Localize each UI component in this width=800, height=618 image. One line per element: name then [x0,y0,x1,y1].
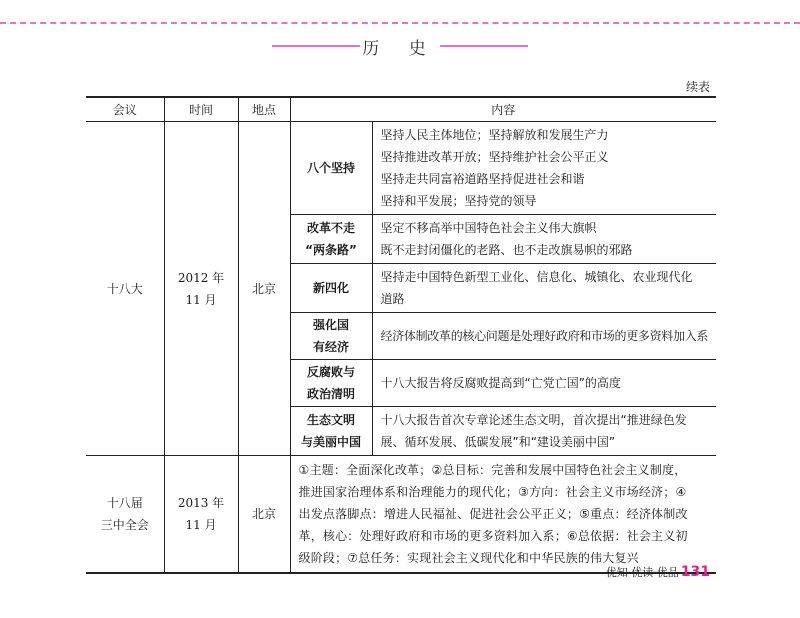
footer-slogan: 优知·优读·优品 [605,566,679,579]
header-meeting: 会议 [86,97,164,122]
header-place: 地点 [238,97,290,122]
sub-topic-content [372,264,716,313]
place-cell-18th: 北京 [238,122,290,456]
place-cell-3rd-plenum: 北京 [238,456,290,573]
header-content: 内容 [290,97,716,122]
content-line: 级阶段；⑦总任务：实现社会主义现代化和中华民族的伟大复兴 [298,550,639,565]
time-cell-18th [164,122,238,456]
content-line: 出发点落脚点：增进人民福祉、促进社会公平正义；⑤重点：经济体制改 [298,506,688,521]
content-line: 推进国家治理体系和治理能力的现代化；③方向：社会主义市场经济；④ [298,484,687,499]
continued-label: 续表 [685,80,710,94]
sub-topic-line: 反腐败与 [306,365,355,379]
header-time: 时间 [164,97,238,122]
page-number: 131 [680,564,710,580]
sub-topic-line: 强化国 [312,318,349,332]
sub-topic-line: 新四化 [312,281,349,295]
time-month: 11 月 [185,292,217,307]
top-dashed-border [0,22,800,24]
content-line: 坚定不移高举中国特色社会主义伟大旗帜 [380,221,597,235]
header-rule-right [440,45,528,47]
sub-topic-line: 政治清明 [306,387,355,401]
meeting-cell-3rd-plenum [86,456,164,573]
sub-topic-line: 生态文明 [306,413,355,427]
sub-topic-title [290,313,372,360]
time-year: 2013 年 [177,495,225,510]
content-line: 展、循环发展、低碳发展”和“建设美丽中国” [380,435,616,449]
sub-topic-line: “两条路” [305,243,357,257]
plenum-content [290,456,716,573]
sub-topic-line: 与美丽中国 [300,435,361,449]
table-header-row [86,97,716,122]
meeting-cell-18th: 十八大 [86,122,164,456]
sub-topic-line: 八个坚持 [306,161,355,175]
content-line: ①主题：全面深化改革；②总目标：完善和发展中国特色社会主义制度， [298,462,687,477]
content-line: 坚持走中国特色新型工业化、信息化、城镇化、农业现代化 [380,270,693,284]
sub-topic-content [372,122,716,215]
content-line: 坚持走共同富裕道路坚持促进社会和谐 [380,172,585,186]
time-cell-3rd-plenum [164,456,238,573]
sub-topic-content [372,215,716,264]
time-month: 11 月 [185,517,217,532]
meetings-table [86,96,716,574]
meeting-line: 十八届 [106,495,143,510]
content-line: 革，核心：处理好政府和市场的更多资料加入系；⑥总依据：社会主义初 [298,528,688,543]
sub-topic-title [290,264,372,313]
sub-topic-line: 有经济 [312,340,349,354]
meeting-line: 三中全会 [100,517,149,532]
content-line: 十八大报告首次专章论述生态文明，首次提出“推进绿色发 [380,413,687,427]
table-row [86,122,716,215]
content-line: 坚持推进改革开放；坚持维护社会公平正义 [380,150,609,164]
content-line: 既不走封闭僵化的老路、也不走改旗易帜的邪路 [380,243,633,257]
sub-topic-title [290,407,372,456]
sub-topic-content [372,313,716,360]
sub-topic-title [290,122,372,215]
content-line: 坚持人民主体地位；坚持解放和发展生产力 [380,128,609,142]
sub-topic-title [290,215,372,264]
table-row [86,456,716,573]
content-line: 道路 [380,292,405,306]
sub-topic-content [372,360,716,407]
sub-topic-title [290,360,372,407]
content-line: 十八大报告将反腐败提高到“亡党亡国”的高度 [380,376,621,390]
page-header-title: 历 史 [362,39,438,59]
sub-topic-line: 改革不走 [306,221,355,235]
content-line: 坚持和平发展；坚持党的领导 [380,194,537,208]
page-footer [606,564,710,580]
sub-topic-content [372,407,716,456]
time-year: 2012 年 [177,270,225,285]
content-line: 经济体制改革的核心问题是处理好政府和市场的更多资料加入系 [380,329,709,343]
